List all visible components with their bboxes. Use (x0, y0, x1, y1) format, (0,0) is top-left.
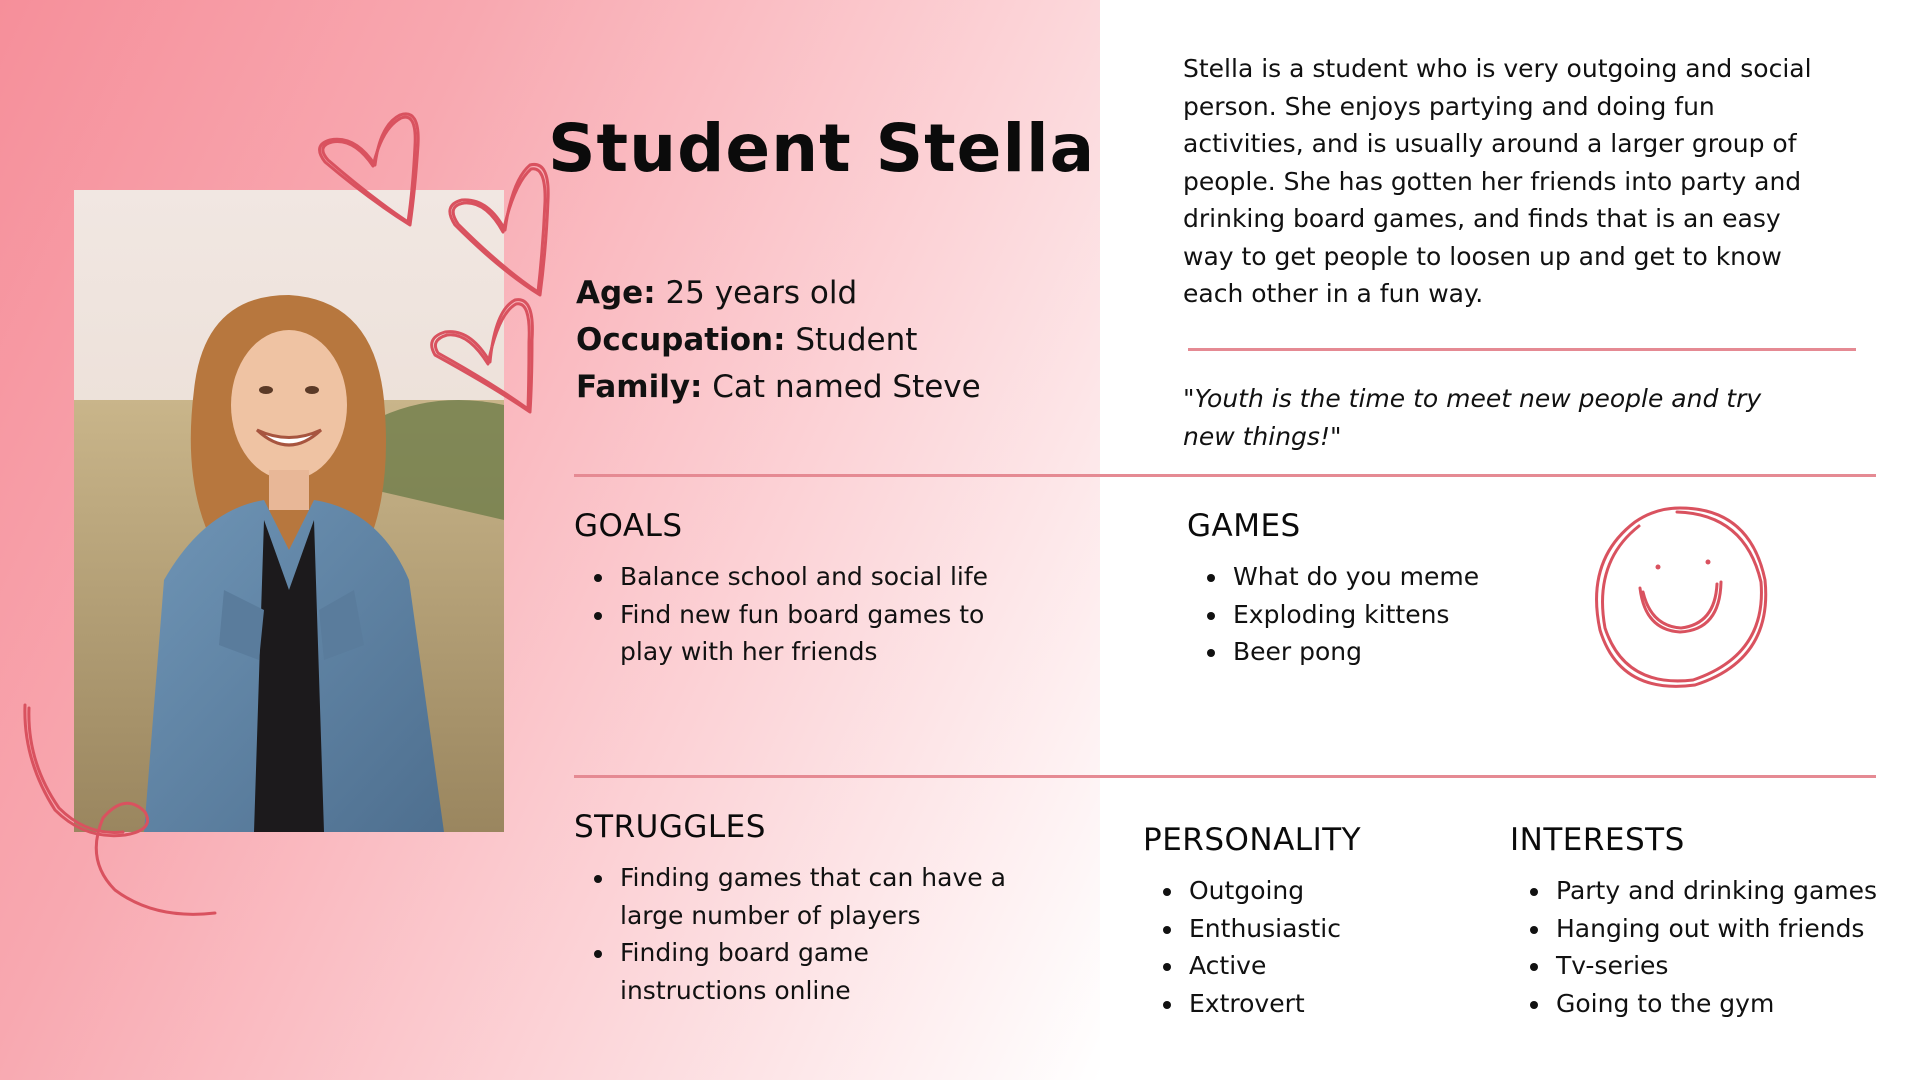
list-item: What do you meme (1233, 558, 1607, 596)
games-heading: GAMES (1187, 508, 1301, 544)
heart-doodle-icon (300, 100, 560, 430)
personality-list (1143, 872, 1473, 1022)
list-item: Enthusiastic (1189, 910, 1473, 948)
smiley-right-eye (1706, 560, 1711, 565)
persona-name: Student Stella (548, 110, 1096, 187)
list-item: Outgoing (1189, 872, 1473, 910)
fact-occupation (576, 317, 981, 364)
fact-age-label: Age: (576, 275, 656, 311)
list-item: Find new fun board games to play with her friends (620, 596, 1000, 671)
list-item: Hanging out with friends (1556, 910, 1910, 948)
smiley-face-icon (1585, 500, 1775, 695)
interests-heading: INTERESTS (1510, 822, 1685, 858)
list-item: Extrovert (1189, 985, 1473, 1023)
list-item: Balance school and social life (620, 558, 1054, 596)
struggles-heading: STRUGGLES (574, 809, 766, 845)
struggles-list (574, 859, 1054, 1009)
fact-age (576, 270, 981, 317)
list-item: Finding games that can have a large number of players (620, 859, 1020, 934)
smiley-left-eye (1656, 565, 1661, 570)
bio-divider (1188, 348, 1856, 351)
personality-section (1143, 822, 1473, 1022)
list-item: Exploding kittens (1233, 596, 1607, 634)
fact-family-label: Family: (576, 369, 703, 405)
fact-family-value: Cat named Steve (702, 369, 981, 405)
games-list (1187, 558, 1607, 671)
goals-heading: GOALS (574, 508, 683, 544)
list-item: Party and drinking games (1556, 872, 1910, 910)
list-item: Finding board game instructions online (620, 934, 920, 1009)
fact-age-value: 25 years old (655, 275, 858, 311)
list-item: Active (1189, 947, 1473, 985)
section-divider-bottom (574, 775, 1876, 778)
persona-facts (576, 270, 981, 411)
games-section (1187, 508, 1607, 671)
goals-list (574, 558, 1054, 671)
list-item: Going to the gym (1556, 985, 1910, 1023)
section-divider-top (574, 474, 1876, 477)
interests-section (1510, 822, 1910, 1022)
struggles-section (574, 809, 1054, 1009)
fact-family (576, 364, 981, 411)
persona-quote: "Youth is the time to meet new people and try new things!" (1183, 384, 1762, 451)
goals-section (574, 508, 1054, 671)
fact-occupation-label: Occupation: (576, 322, 786, 358)
list-item: Beer pong (1233, 633, 1607, 671)
interests-list (1510, 872, 1910, 1022)
list-item: Tv-series (1556, 947, 1910, 985)
personality-heading: PERSONALITY (1143, 822, 1362, 858)
fact-occupation-value: Student (785, 322, 918, 358)
swirl-doodle-icon (15, 700, 235, 930)
persona-bio: Stella is a student who is very outgoing and social person. She enjoys partying and doing fun activities, and is usually around a larger group of people. She has gotten her friends into party and drinking board games, and finds that is an easy way to get people to loosen up and get to know each other in a fun way. (1183, 54, 1812, 308)
